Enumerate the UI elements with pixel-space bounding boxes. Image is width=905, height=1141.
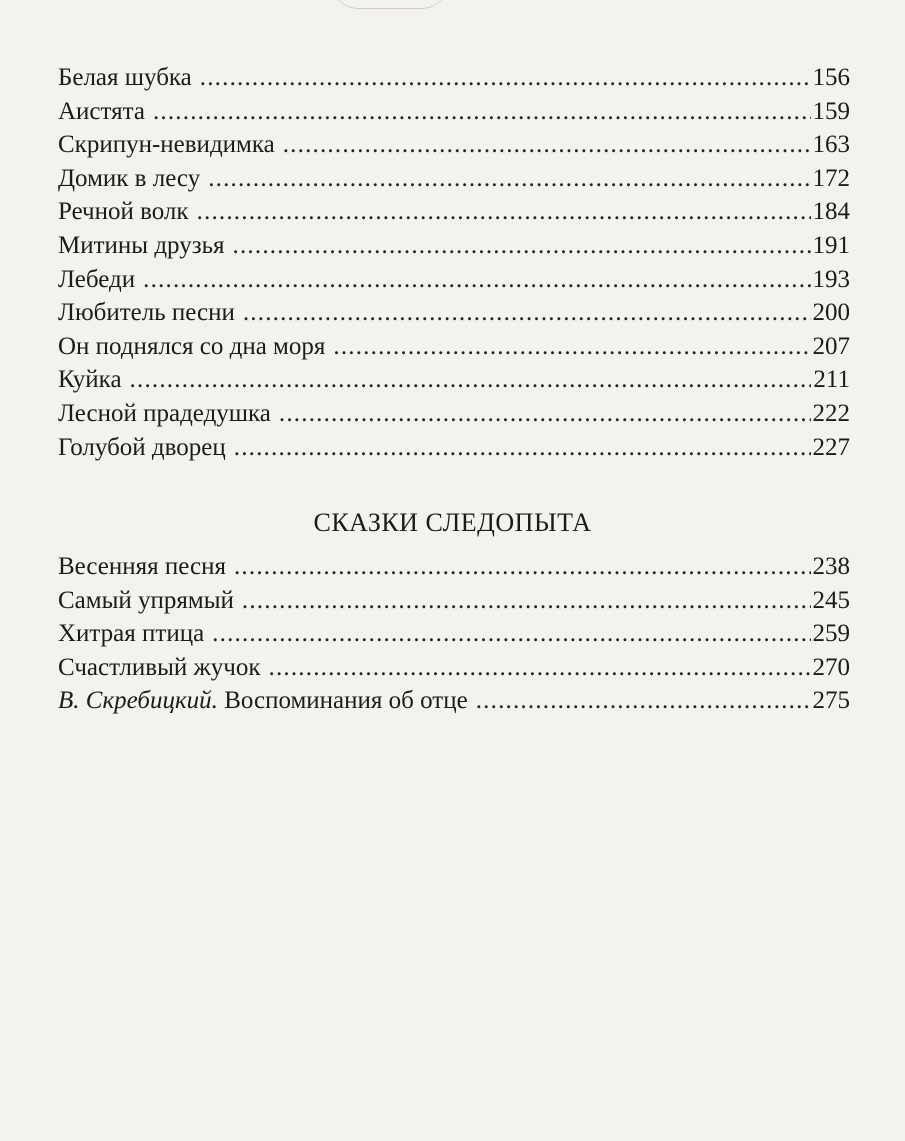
toc-entry <box>58 617 850 651</box>
toc-entry <box>58 128 850 162</box>
toc-title-with-author <box>58 684 468 718</box>
toc-page-number: 172 <box>812 164 850 192</box>
toc-entry <box>58 584 850 618</box>
toc-page-number: 184 <box>812 198 850 226</box>
toc-title: Аистята <box>58 97 145 125</box>
dot-leader <box>243 296 811 330</box>
toc-page-number: 275 <box>812 687 850 715</box>
toc-title: Он поднялся со дна моря <box>58 332 326 360</box>
toc-title: Лесной прадедушка <box>58 399 271 427</box>
toc-title-text: Воспоминания об отце <box>217 687 468 715</box>
toc-title: Скрипун-невидимка <box>58 131 275 159</box>
toc-entry <box>58 550 850 584</box>
toc-page-number: 211 <box>813 366 850 394</box>
toc-title: Домик в лесу <box>58 164 201 192</box>
toc-list-part1 <box>58 61 850 464</box>
toc-entry <box>58 431 850 465</box>
toc-entry <box>58 162 850 196</box>
toc-entry <box>58 263 850 297</box>
toc-entry <box>58 95 850 129</box>
dot-leader <box>279 397 811 431</box>
dot-leader <box>234 431 811 465</box>
dot-leader <box>197 195 811 229</box>
decorative-mark <box>330 0 450 9</box>
dot-leader <box>234 550 811 584</box>
dot-leader <box>208 162 810 196</box>
toc-page-number: 191 <box>812 231 850 259</box>
dot-leader <box>283 128 811 162</box>
toc-entry <box>58 397 850 431</box>
toc-page-number: 159 <box>812 97 850 125</box>
toc-page-number: 156 <box>812 64 850 91</box>
toc-page-number: 245 <box>812 586 850 614</box>
toc-title: Лебеди <box>58 265 136 293</box>
toc-entry <box>58 296 850 330</box>
dot-leader <box>200 61 811 95</box>
toc-author: В. Скребицкий. <box>58 687 218 715</box>
toc-entry <box>58 330 850 364</box>
toc-page-number: 238 <box>812 553 850 580</box>
toc-page-number: 259 <box>812 620 850 648</box>
toc-title: Любитель песни <box>58 299 235 327</box>
toc-title: Голубой дворец <box>58 433 226 461</box>
dot-leader <box>212 617 810 651</box>
toc-title: Белая шубка <box>58 64 192 91</box>
toc-entry <box>58 61 850 95</box>
section-heading: СКАЗКИ СЛЕДОПЫТА <box>313 508 592 537</box>
toc-title: Куйка <box>58 366 122 394</box>
toc-entry <box>58 363 850 397</box>
toc-page-number: 163 <box>812 131 850 159</box>
dot-leader <box>269 651 811 685</box>
toc-entry <box>58 651 850 685</box>
dot-leader <box>476 684 811 718</box>
dot-leader <box>143 263 810 297</box>
dot-leader <box>153 95 811 129</box>
toc-title: Речной волк <box>58 198 189 226</box>
toc-page-number: 270 <box>812 653 850 681</box>
dot-leader <box>233 229 811 263</box>
dot-leader <box>333 330 810 364</box>
dot-leader <box>242 584 811 618</box>
toc-title: Хитрая птица <box>58 620 205 648</box>
toc-page-number: 227 <box>812 433 850 461</box>
toc-title: Счастливый жучок <box>58 653 261 681</box>
toc-entry <box>58 229 850 263</box>
toc-page-number: 222 <box>812 399 850 427</box>
toc-page-number: 200 <box>812 299 850 327</box>
toc-list-part2 <box>58 550 850 718</box>
toc-title: Митины друзья <box>58 231 225 259</box>
toc-entry <box>58 195 850 229</box>
toc-page-number: 207 <box>812 332 850 360</box>
toc-entry <box>58 684 850 718</box>
dot-leader <box>130 363 812 397</box>
toc-title: Весенняя песня <box>58 553 226 580</box>
toc-page-number: 193 <box>812 265 850 293</box>
toc-title: Самый упрямый <box>58 586 234 614</box>
